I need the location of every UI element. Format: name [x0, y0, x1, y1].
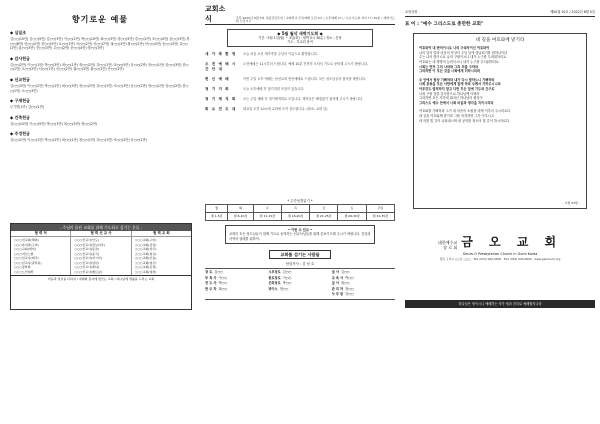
pastor-name: 담임목사 : 김 성 호 — [285, 262, 315, 267]
announcement-text: 화요일 오전 10시에 교회에 모여 전도합니다. (장소: 교회 앞) — [243, 106, 328, 111]
staff-name: 김○○ — [214, 270, 223, 275]
offering-section — [10, 131, 190, 143]
church-name: 금 오 교 회 — [461, 235, 563, 250]
staff-role: 은퇴장로 — [268, 281, 281, 286]
staff-role: 장 로 — [205, 270, 213, 275]
schedule-day: 수 — [253, 204, 281, 212]
sponsor-item: ○○○교회(구미) — [134, 238, 157, 242]
schedule-reading: 겔 16-20장 — [281, 212, 309, 220]
scripture-line: 너희 구할 것을 감사함으로 하나님께 아뢰라 — [419, 91, 480, 96]
scripture-line: 너희는 먼저 그의 나라와 그의 의를 구하라 — [419, 64, 479, 69]
schedule-reading: 겔 6-10장 — [228, 212, 253, 220]
scripture-title: 네 길을 여호와께 맡기라 — [475, 38, 525, 44]
scripture-line: 주 안에서 항상 기뻐하라 내가 다시 말하노니 기뻐하라 — [419, 77, 495, 82]
scripture-line: 여호와여 내 반석이시요 나의 구속자이신 여호와여 — [419, 46, 490, 51]
schedule-day: 금 — [310, 204, 338, 212]
schedule-day: 화 — [228, 204, 253, 212]
announcement-text: 오늘 처음 오신 새가족을 주님의 이름으로 환영합니다. — [243, 51, 318, 56]
staff-name: 박○○ — [345, 275, 354, 280]
schedule-day: 월 — [206, 204, 228, 212]
staff-name: 이○○ — [218, 275, 228, 280]
sponsor-item: ○○○교회(개척) — [14, 247, 36, 251]
staff-name: 강○○ — [345, 292, 354, 297]
church-name-block — [405, 233, 595, 250]
mission-text: 교회의 모든 성도님들이 함께 기도로 동역하는 선교사님들을 위해 중보기도해 주시기 바랍니다. 건강과 사역의 열매를 위하여. — [229, 232, 371, 241]
sponsor-item: ○○○교회(상주) — [134, 247, 157, 251]
sponsor-item: ○○○복지관(구미) — [14, 242, 39, 247]
announcement-text: 이번 주일 오후 예배는 남선교회 헌신예배로 드립니다. 모든 성도님들의 참석을 바랍니다. — [243, 76, 367, 81]
staff-name: 이○○ — [282, 275, 292, 280]
denomination-line-2: 장 로 회 — [443, 245, 458, 251]
staff-role: 시무장로 — [268, 270, 281, 275]
announcement-heading: 새 가 족 환 영 — [205, 51, 237, 56]
sponsor-column-heading: 협 력 처 — [11, 231, 70, 237]
cover-panel — [405, 10, 595, 310]
announcement-item — [205, 107, 395, 112]
church-english-name: Geum-O Presbyterian Church in Gumi Korea — [462, 252, 538, 257]
sponsor-item: ○○○선교사(케냐) — [74, 265, 100, 269]
staff-cell — [268, 292, 331, 298]
staff-list — [205, 268, 395, 300]
staff-role: 권 사 — [331, 270, 339, 275]
announcement-text: 오전예배는 11시부터 드립니다. 예배 10분 전까지 오셔서 기도로 준비해 주시기 바랍니다. — [243, 61, 368, 66]
sponsor-item: ○○○교회(예천) — [134, 269, 157, 274]
staff-name: 최○○ — [340, 281, 350, 286]
scripture-box — [413, 33, 587, 209]
offering-section — [10, 77, 190, 93]
event-box — [227, 29, 373, 47]
offering-title: 향기로운 예물 — [71, 15, 129, 24]
offering-section-heading: ◆ 감사헌금 — [10, 55, 30, 61]
scripture-line: 그리스도 예수 안에서 너희 마음과 생각을 지키시리라 — [419, 100, 494, 105]
sponsor-item: ○○○노인대학 — [14, 269, 34, 274]
schedule-day: 목 — [281, 204, 309, 212]
offering-section-heading: ◆ 건축헌금 — [10, 114, 30, 120]
sponsor-item: ○○○선교사(중국) — [74, 251, 100, 256]
sponsor-column-heading: 협 력 선 교 사 — [71, 231, 130, 237]
sponsor-column-heading: 협 력 교 회 — [132, 231, 191, 237]
reading-schedule-title: * 주간성경읽기 * — [287, 198, 313, 203]
announcement-text: 오늘 오후예배 후 청기지회 모임이 있습니다. — [243, 86, 305, 91]
staff-role: 피아노 — [268, 286, 278, 291]
sponsor-item: ○○○선교사(일본) — [74, 260, 100, 265]
event-line-2: 기도 : 각교회 참여 — [287, 40, 313, 45]
offering-section-heading: ◆ 십일조 — [10, 30, 27, 35]
scripture-reference: - 시편 37편 - — [562, 201, 580, 206]
offering-section-names: 김○○(2만) 이○○(1만) 박○○(3만) 최○○(1만) 정○○(2만) 강○○(1만) 조○○(5만) 윤○○(2만) 장○○(1만) 임○○(3만) 한○○(1만) 오○○(2만) 서○○(1만) 신○○(2만) 권○○(3만) 황○○(1만) 안○○(2만) — [10, 62, 189, 72]
scripture-line: 나의 입의 말과 마음의 묵상이 주님 앞에 열납되기를 원하나이다 — [419, 50, 508, 55]
announcement-item — [205, 77, 395, 82]
staff-role: 부 목 사 — [205, 275, 217, 280]
staff-role: 반 주 자 — [205, 286, 217, 291]
scripture-line: 너희 관용을 모든 사람에게 알게 하라 주께서 가까우시니라 — [419, 82, 501, 87]
offering-section-names: 김○○(3만) 이○○(2만) 박○○(1만) 최○○(5만) 정○○(2만) 강○○(1만) 조○○(3만) 윤○○(2만) 장○○(1만) 임○○(2만) 한○○(1만) 오○○(3만) — [10, 83, 189, 93]
issue-header — [405, 10, 595, 17]
mission-box — [225, 225, 375, 244]
announcement-heading: 청 기 지 회 — [205, 86, 230, 91]
sponsor-item: ○○○선교사(인도) — [74, 238, 100, 242]
announcement-heading: 화 요 전 도 대 — [205, 106, 237, 111]
offering-section — [10, 115, 190, 127]
offering-section — [10, 98, 190, 110]
sponsor-columns — [11, 231, 191, 276]
sponsor-item: ○○○미션스쿨 — [14, 251, 34, 256]
announcement-heading: 헌 신 예 배 — [205, 76, 230, 81]
event-line-1: 기간 : 5월 1일(월) ~ 3일(화) · 새벽 5시 30분 / 장소 : 본당 — [258, 36, 342, 40]
news-title: 교회소식 — [205, 5, 226, 23]
sponsor-column — [71, 231, 131, 275]
sponsor-item: ○○○선교사(러시아) — [74, 256, 102, 260]
staff-name: 박○○ — [218, 281, 228, 286]
scripture-line: 네 의를 빛 같이 나타내시며 네 공의를 정오의 빛 같이 하시리로다 — [419, 118, 510, 123]
sponsor-item: ○○○선교사(캄보디아) — [74, 242, 105, 247]
sponsor-item: ○○○교회(영주) — [134, 260, 157, 265]
scripture-line: 여호와는 내 생명의 능력이시니 내가 누구를 무서워하리요 — [419, 59, 499, 64]
staff-name: 김○○ — [282, 270, 292, 275]
offering-section — [10, 56, 190, 72]
staff-role: 관 리 자 — [331, 286, 344, 291]
offering-section — [10, 30, 190, 51]
event-title: ◆ 5월 월삭 새벽기도회 ◆ — [277, 31, 323, 36]
scripture-line: 네 길을 여호와께 맡기라 그를 의지하면 그가 이루시고 — [419, 113, 494, 118]
offering-section-heading: ◆ 주정헌금 — [10, 131, 30, 137]
reading-schedule-table — [205, 204, 395, 221]
announcement-text: 오는 주일 예배 후 정기제직회로 모입니다. 제직들은 빠짐없이 참석해 주시기 바랍니다. — [243, 96, 363, 101]
scripture-line: 그리하면 이 모든 것을 너희에게 더하시리라 — [419, 69, 480, 74]
scripture-line: 주는 나의 빛이시요 나의 구원이시니 내가 누구를 두려워하리요 — [419, 55, 507, 60]
announcement-heading: 오 전 예 배 시 간 안 내 — [205, 61, 237, 71]
offering-sections — [10, 30, 190, 143]
sponsor-title: - 주님의 몸된 교회를 위해 기도하고 섬기는 분들 - — [11, 224, 191, 231]
offering-section-names: 무기명(1만) 김○○(1만) — [10, 105, 45, 110]
church-address: 경북 구미시 ○○로 ○○○ · TEL (054) 000-0000 · FAX (054) 000-0000 · www.geumoch.org — [439, 257, 561, 262]
reading-schedule — [205, 198, 395, 221]
offering-section-names: 김○○(10만) 김○○(5만) 김○○(3만) 이○○(2만) 박○○(10만) 최○○(3만) 정○○(5만) 강○○(2만) 조○○(4만) 윤○○(3만) 장○○(6만) 임○○(2만) 한○○(5만) 오○○(3만) 서○○(2만) 신○○(7만) 권○○(3만) 황○○(2만) 안○○(4만) 송○○(3만) 류○○(2만) 홍○○(5만) 전○○(3만) 고○○(2만) 문○○(4만) 양○○(3만) — [10, 37, 190, 51]
serving-title: 교회를 섬기는 사람들 — [269, 250, 331, 259]
schedule-reading: 겔 26-30장 — [338, 212, 366, 220]
staff-name: 최○○ — [218, 286, 228, 291]
sponsor-column — [11, 231, 71, 275]
sponsor-footer: 마음과 정성을 다하여 / 예배와 봉사에 힘쓰는 교회 / 하나님께 영광을 드리는 교회 — [47, 277, 155, 281]
church-motto: 표 어 : "예수 그리스도로 충만한 교회" — [405, 22, 484, 28]
denomination-line-1: 대한예수교 — [437, 240, 458, 246]
announcement-heading: 청 기 제 직 회 — [205, 96, 237, 101]
staff-name: 박○○ — [282, 281, 292, 286]
offering-section-heading: ◆ 구제헌금 — [10, 98, 30, 104]
staff-cell — [332, 292, 395, 298]
staff-role: 집 사 — [331, 281, 339, 286]
schedule-reading: 겔 31-35장 — [366, 212, 394, 220]
schedule-reading: 겔 1-5장 — [206, 212, 228, 220]
schedule-reading: 겔 21-25장 — [310, 212, 338, 220]
offering-section-heading: ◆ 선교헌금 — [10, 76, 30, 82]
cover-footer: 하나님은 영이시니 예배하는 자가 영과 진리로 예배할지니라 — [405, 300, 595, 308]
denomination — [438, 240, 457, 250]
news-header-note: 주후 2022년 6월 5일 성령강림주일 / 교회학교 주일예배 오전 9시 / 오후예배 2시 / 수요기도회 저녁 7시 30분 / 새벽기도회 오전 5시 — [235, 15, 395, 24]
mission-title: ~ 이번 주 선교 ~ — [287, 227, 313, 232]
sponsor-item: ○○○교회(김천) — [134, 242, 157, 247]
staff-role: 전 도 사 — [205, 281, 217, 286]
sponsor-item: ○○○선교사(몽골) — [74, 247, 100, 251]
sponsor-box — [10, 223, 192, 310]
schedule-day: 토 — [338, 204, 366, 212]
staff-role: 교 육 사 — [331, 275, 344, 280]
staff-row — [205, 292, 395, 298]
staff-role: 사 무 원 — [331, 292, 344, 297]
scripture-line: 그리하면 모든 지각에 뛰어난 하나님의 평강이 — [419, 96, 483, 101]
sponsor-item: ○○○교회(안동) — [134, 256, 157, 260]
staff-name: 정○○ — [345, 286, 354, 291]
announcement-item — [205, 87, 395, 92]
announcement-item — [205, 62, 395, 72]
scripture-lines — [419, 46, 581, 123]
scripture-line: 여호와를 기뻐하라 그가 네 마음의 소원을 네게 이루어 주시리로다 — [419, 109, 511, 114]
news-header — [205, 5, 395, 25]
offering-section-names: 김○○(10만) 이○○(5만) 박○○(3만) 최○○(5만) 정○○(2만) — [10, 121, 98, 126]
issue-date: 제50권 10호 / 2022년 6월 5일 — [550, 10, 595, 14]
sponsor-item: ○○○선교사(필리핀) — [14, 260, 42, 265]
announcement-item — [205, 97, 395, 102]
sponsor-item: ○○○장학회 — [14, 265, 31, 269]
scripture-line: 아무것도 염려하지 말고 다만 모든 일에 기도와 간구로 — [419, 86, 495, 91]
schedule-reading: 겔 11-15장 — [253, 212, 281, 220]
staff-cell — [205, 292, 268, 298]
sponsor-item: ○○○선교회(해외) — [14, 238, 39, 242]
sponsor-column — [132, 231, 191, 275]
sponsor-item: ○○○선교사(태국) — [14, 256, 39, 260]
sponsor-item: ○○○교회(문경) — [134, 265, 157, 269]
schedule-day: 주일 — [366, 204, 394, 212]
staff-role: 원로장로 — [268, 275, 281, 280]
offering-section-names: 김○○(1만) 이○○(1만) 박○○(2만) 최○○(1만) 정○○(1만) 강○○(1만) 조○○(2만) 윤○○(1만) — [10, 138, 147, 143]
sponsor-item: ○○○선교사(베트남) — [74, 269, 102, 274]
news-panel — [205, 5, 395, 310]
issue-label: 교회상장 — [405, 10, 418, 14]
staff-name: 정○○ — [279, 286, 289, 291]
announcement-item — [205, 52, 395, 57]
sponsor-item: ○○○교회(칠곡) — [134, 251, 157, 256]
staff-name: 김○○ — [340, 270, 350, 275]
announcement-list — [205, 52, 395, 192]
offering-panel — [10, 10, 190, 310]
